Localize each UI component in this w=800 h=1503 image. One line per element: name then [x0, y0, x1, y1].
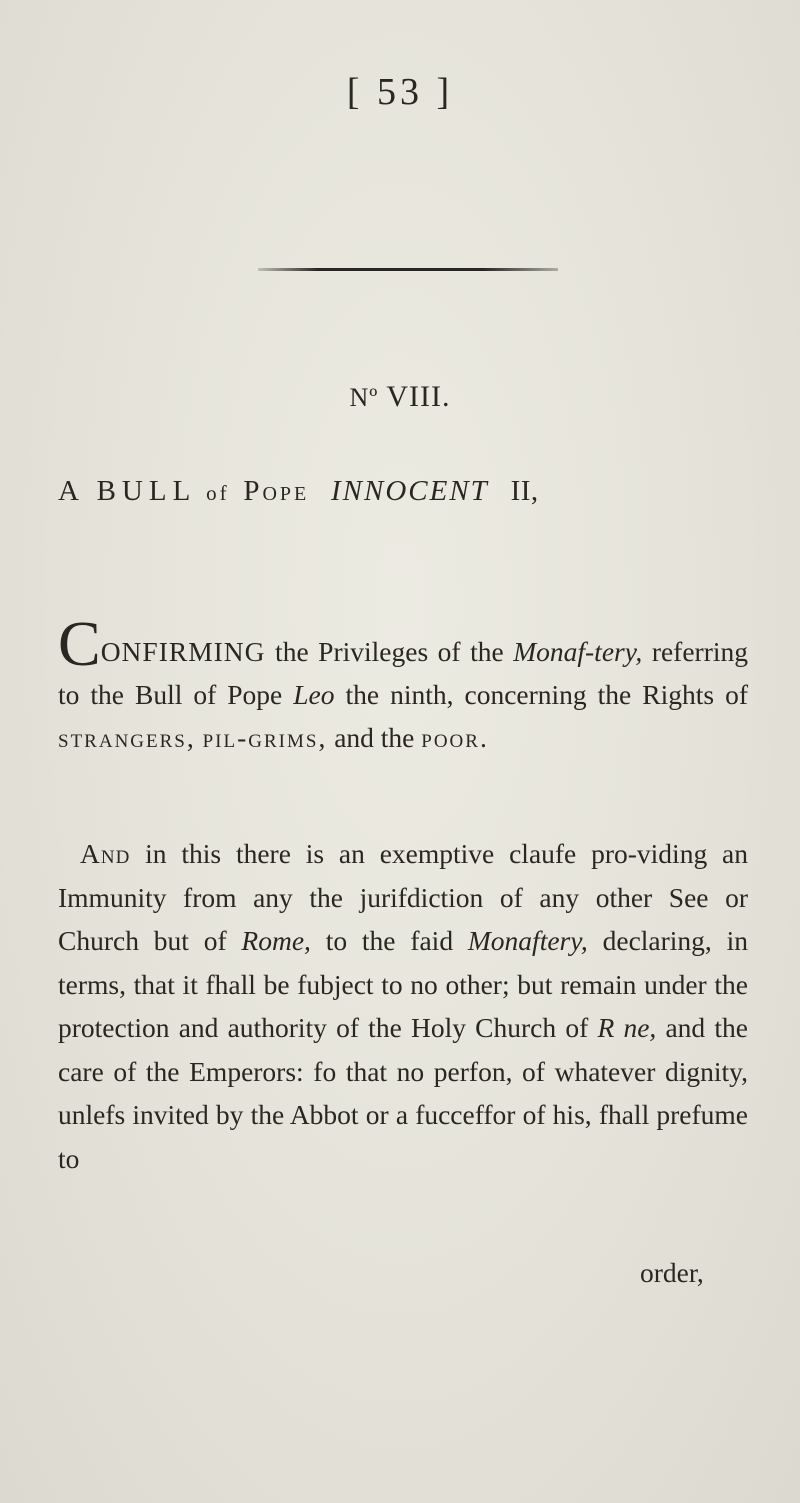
title-a-bull: A BULL: [58, 475, 197, 507]
summary-text-3: the ninth, concerning the Rights of: [334, 679, 748, 710]
title-innocent: INNOCENT: [330, 475, 489, 507]
drop-cap: C: [58, 608, 101, 679]
catchword: order,: [640, 1257, 704, 1288]
title-pope: Pope: [243, 475, 310, 507]
summary-monastery: Monaf-tery,: [513, 636, 643, 667]
body-paragraph: [58, 832, 748, 1180]
document-number-numeral: VIII.: [386, 380, 451, 413]
summary-text-1: the Privileges of the: [265, 636, 514, 667]
body-text-4: and the care of the Emperors: fo that no perfon, of whatever dignity, unlefs invited by the Abbot or a fucceffor of his, fhall prefume to: [58, 1012, 748, 1174]
document-title: [58, 475, 748, 508]
document-summary: [58, 608, 748, 759]
body-text-3: declaring, in terms, that it fhall be fubject to no other; but remain under the protection and authority of the Holy Church of: [58, 925, 748, 1043]
body-lead-word: And: [80, 838, 131, 869]
summary-pilgrims: pil-grims,: [202, 722, 328, 753]
body-rome-2: R ne,: [597, 1012, 657, 1043]
body-text-1: in this there is an exemptive claufe pro-viding an Immunity from any the jurifdiction of any other See or Church but of: [58, 838, 748, 956]
title-of: of: [206, 481, 230, 505]
body-text-2: to the faid: [310, 925, 468, 956]
document-number-prefix: Nº: [349, 383, 379, 412]
summary-text-2: referring to the Bull of Pope: [58, 636, 748, 710]
header-rule: [258, 268, 558, 271]
summary-leo: Leo: [293, 679, 335, 710]
title-regnal: II,: [510, 475, 539, 507]
body-monastery: Monaftery,: [467, 925, 588, 956]
body-rome: Rome,: [241, 925, 311, 956]
page-number: [ 53 ]: [346, 71, 454, 113]
summary-poor: poor.: [421, 722, 489, 753]
document-number: [0, 380, 800, 414]
summary-strangers: strangers,: [58, 722, 196, 753]
summary-lead-word: ONFIRMING: [100, 636, 266, 667]
summary-text-4: and the: [327, 722, 422, 753]
